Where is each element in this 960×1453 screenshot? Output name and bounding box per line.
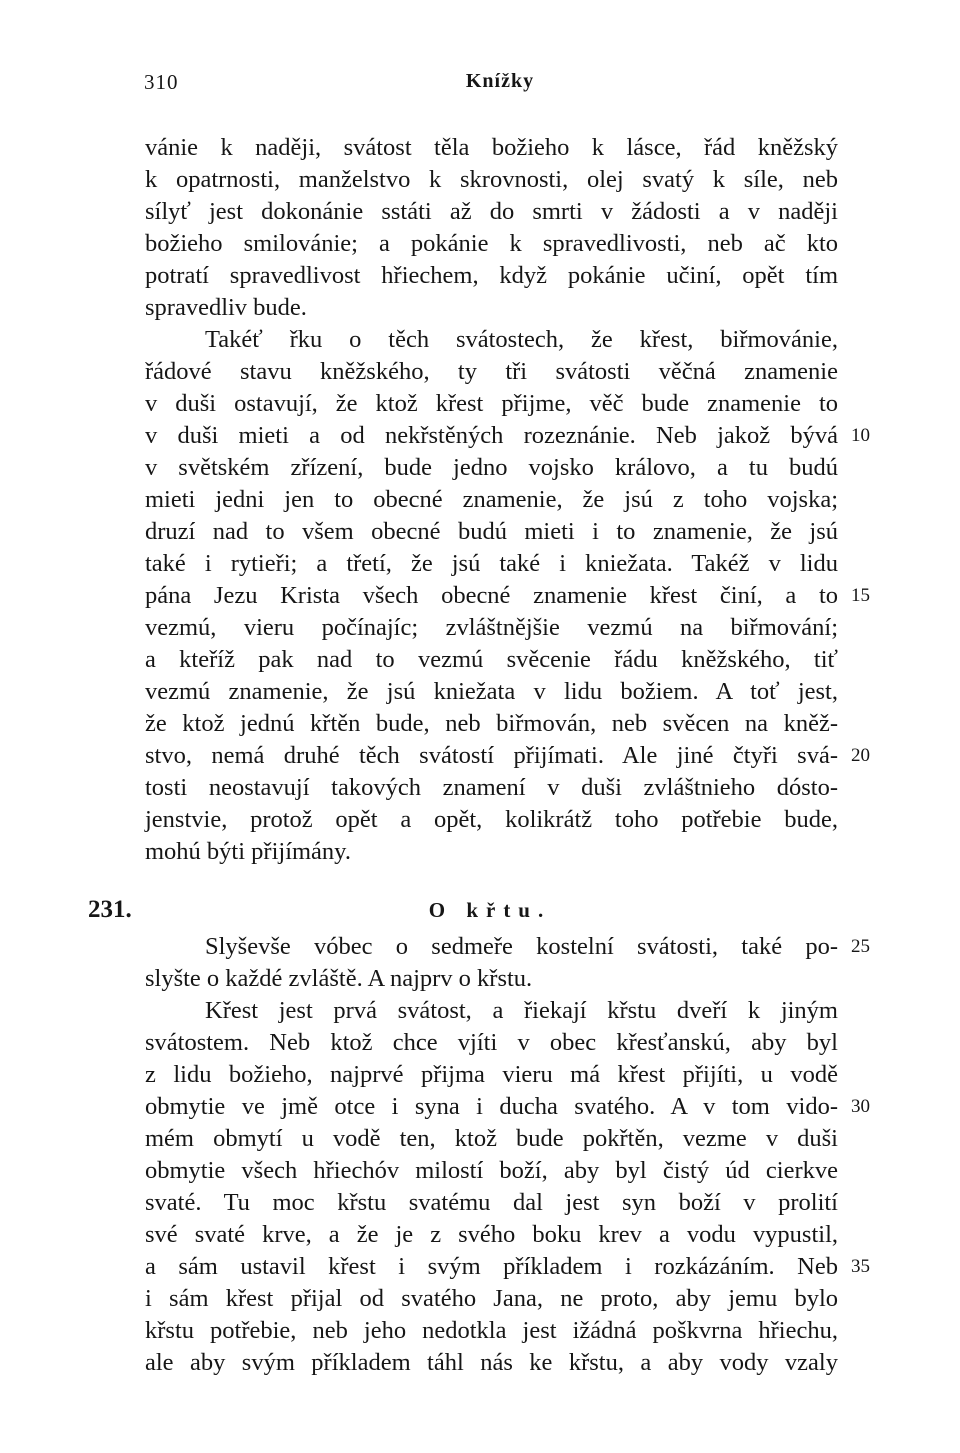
text-line: v duši ostavují, že ktož křest přijme, věč bude znamenie to: [145, 390, 838, 417]
text-line: řádové stavu kněžského, ty tři svátosti věčná znamenie: [145, 358, 838, 385]
text-line: k opatrnosti, manželstvo k skrovnosti, olej svatý k síle, neb: [145, 166, 838, 193]
margin-line-number: 25: [851, 936, 870, 957]
text-line: také i rytieři; a třetí, že jsú také i kniežata. Takéž v lidu: [145, 550, 838, 577]
text-line: druzí nad to všem obecné budú mieti i to znamenie, že jsú: [145, 518, 838, 545]
text-line: spravedliv bude.: [145, 294, 307, 321]
page-number: 310: [144, 70, 179, 94]
margin-line-number: 20: [851, 745, 870, 766]
text-line: křstu potřebie, neb jeho nedotkla jest ižádná poškvrna hřiechu,: [145, 1317, 838, 1344]
text-line: vezmú znamenie, že jsú kniežata v lidu božiem. A toť jest,: [145, 678, 838, 705]
text-line: obmytie ve jmě otce i syna i ducha svatého. A v tom vido-: [145, 1093, 838, 1120]
text-line: svaté. Tu moc křstu svatému dal jest syn boží v prolití: [145, 1189, 838, 1216]
text-line: z lidu božieho, najprvé přijma vieru má křest přijíti, u vodě: [145, 1061, 838, 1088]
text-line: ale aby svým příkladem táhl nás ke křstu, a aby vody vzaly: [145, 1349, 838, 1376]
margin-line-number: 15: [851, 585, 870, 606]
text-line: své svaté krve, a že je z svého boku krev a vodu vypustil,: [145, 1221, 838, 1248]
text-line: jenstvie, protož opět a opět, kolikrátž toho potřebie bude,: [145, 806, 838, 833]
text-line: v duši mieti a od nekřstěných rozeznánie. Neb jakož bývá: [145, 422, 838, 449]
text-line: pána Jezu Krista všech obecné znamenie křest činí, a to: [145, 582, 838, 609]
running-title: Knížky: [465, 70, 535, 92]
text-line: tosti neostavují takových znamení v duši zvláštnieho dósto-: [145, 774, 838, 801]
text-line: stvo, nemá druhé těch svátostí přijímati. Ale jiné čtyři svá-: [145, 742, 838, 769]
text-line: potratí spravedlivost hřiechem, když pokánie učiní, opět tím: [145, 262, 838, 289]
text-line: obmytie všech hřiechóv milostí boží, aby byl čistý úd cierkve: [145, 1157, 838, 1184]
text-line: božieho smilovánie; a pokánie k spravedlivosti, neb ač kto: [145, 230, 838, 257]
section-title: O křtu.: [428, 898, 552, 922]
text-line: sílyť jest dokonánie sstáti až do smrti v žádosti a v naději: [145, 198, 838, 225]
margin-line-number: 35: [851, 1256, 870, 1277]
text-line: Slyševše vóbec o sedmeře kostelní svátosti, také po-: [205, 933, 838, 960]
text-line: Takéť řku o těch svátostech, že křest, biřmovánie,: [205, 326, 838, 353]
text-line: vezmú, vieru počínajíc; zvláštnějšie vezmú na biřmování;: [145, 614, 838, 641]
text-line: že ktož jednú křtěn bude, neb biřmován, neb svěcen na kněž-: [145, 710, 838, 737]
margin-line-number: 10: [851, 425, 870, 446]
text-line: a sám ustavil křest i svým příkladem i rozkázáním. Neb: [145, 1253, 838, 1280]
text-line: i sám křest přijal od svatého Jana, ne proto, aby jemu bylo: [145, 1285, 838, 1312]
text-line: svátostem. Neb ktož chce vjíti v obec křesťanskú, aby byl: [145, 1029, 838, 1056]
text-line: mohú býti přijímány.: [145, 838, 351, 865]
text-line: slyšte o každé zvláště. A najprv o křstu.: [145, 965, 533, 992]
text-line: a kteříž pak nad to vezmú svěcenie řádu kněžského, tiť: [145, 646, 838, 673]
text-line: Křest jest prvá svátost, a řiekají křstu dveří k jiným: [205, 997, 838, 1024]
section-number: 231.: [88, 896, 132, 923]
text-line: mém obmytí u vodě ten, ktož bude pokřtěn, vezme v duši: [145, 1125, 838, 1152]
text-line: mieti jedni jen to obecné znamenie, že jsú z toho vojska;: [145, 486, 838, 513]
margin-line-number: 30: [851, 1096, 870, 1117]
text-line: vánie k naději, svátost těla božieho k lásce, řád kněžský: [145, 134, 838, 161]
text-line: v světském zřízení, bude jedno vojsko královo, a tu budú: [145, 454, 838, 481]
